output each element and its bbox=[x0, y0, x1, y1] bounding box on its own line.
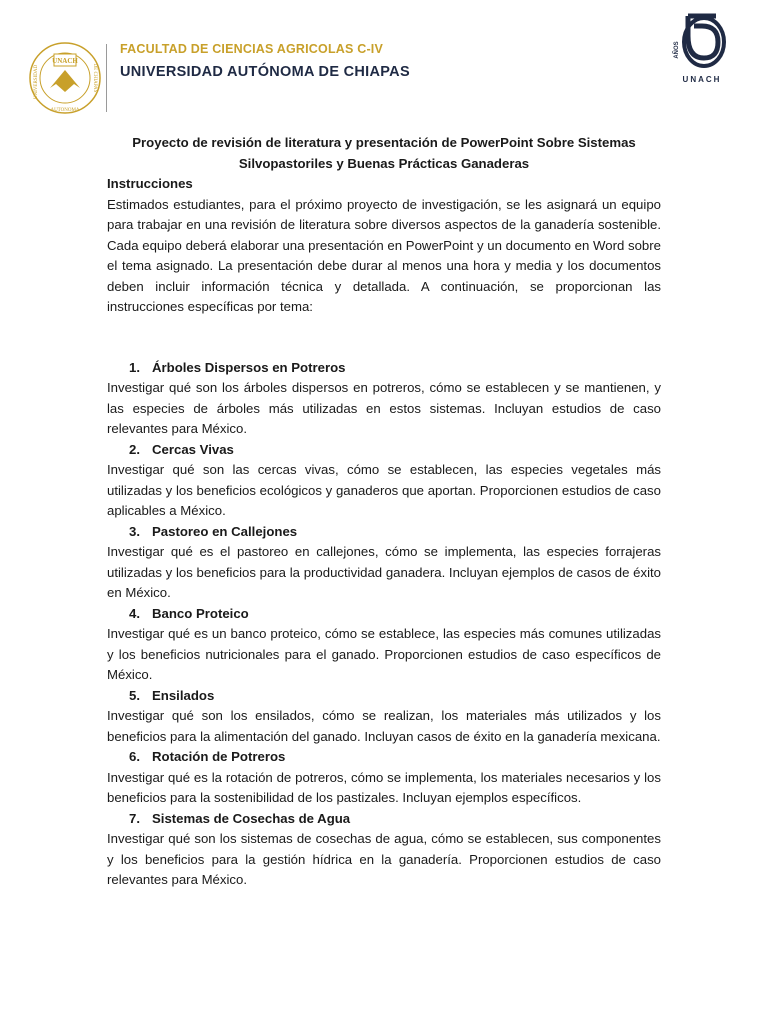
spacer bbox=[107, 318, 661, 358]
topic-item bbox=[107, 522, 661, 604]
topic-heading bbox=[107, 809, 661, 830]
topic-description: Investigar qué son los ensilados, cómo se realizan, los materiales más utilizados y los beneficios para la alimentación del ganado. Incluyan casos de éxito en la ganadería mexicana. bbox=[107, 708, 661, 744]
topic-item bbox=[107, 440, 661, 522]
topic-number: 3. bbox=[129, 523, 140, 539]
topic-number: 7. bbox=[129, 810, 140, 826]
intro-paragraph: Estimados estudiantes, para el próximo proyecto de investigación, se les asignará un equipo para trabajar en una revisión de literatura sobre diversos aspectos de la ganadería sostenible. Cada equipo deberá elaborar una presentación en PowerPoint y un documento en Word sobre el tema asignado. La presentación debe durar al menos una hora y media y los documentos deben incluir información técnica y detallada. A continuación, se proporcionan las instrucciones específicas por tema: bbox=[107, 196, 661, 314]
topic-description: Investigar qué es la rotación de potreros, cómo se implementa, los materiales necesarios y los beneficios para la sostenibilidad de los pastizales. Incluyan ejemplos específicos. bbox=[107, 769, 661, 805]
topic-heading bbox=[107, 522, 661, 543]
faculty-name: FACULTAD DE CIENCIAS AGRICOLAS C-IV bbox=[120, 42, 384, 56]
topic-heading bbox=[107, 747, 661, 768]
topic-number: 2. bbox=[129, 441, 140, 457]
svg-text:DE CHIAPAS: DE CHIAPAS bbox=[92, 63, 97, 93]
topic-heading bbox=[107, 604, 661, 625]
topic-item bbox=[107, 809, 661, 891]
topic-number: 1. bbox=[129, 359, 140, 375]
topic-item bbox=[107, 604, 661, 686]
svg-text:AÑOS: AÑOS bbox=[674, 41, 680, 59]
svg-text:UNACH: UNACH bbox=[52, 57, 78, 65]
topic-number: 6. bbox=[129, 749, 140, 764]
topic-heading bbox=[107, 686, 661, 707]
topic-item bbox=[107, 747, 661, 809]
topic-description: Investigar qué es un banco proteico, cómo se establece, las especies más comunes utilizadas y los beneficios nutricionales para el ganado. Proporcionen estudios de caso específicos de México. bbox=[107, 626, 661, 682]
topic-description: Investigar qué son los sistemas de cosechas de agua, cómo se establecen, sus componentes y los beneficios para la gestión hídrica en la ganadería. Proporcionen estudios de caso relevantes para México. bbox=[107, 831, 661, 887]
topic-title: Cercas Vivas bbox=[152, 441, 234, 457]
topic-title: Rotación de Potreros bbox=[152, 749, 286, 764]
topic-description: Investigar qué son las cercas vivas, cómo se establecen, las especies vegetales más utilizadas y los beneficios ecológicos y ganaderos que aportan. Proporcionen estudios de caso aplicables a México. bbox=[107, 462, 661, 518]
svg-text:AUTONOMA: AUTONOMA bbox=[50, 108, 80, 113]
topic-description: Investigar qué es el pastoreo en callejones, cómo se implementa, las especies forrajeras utilizadas y los beneficios para la productividad ganadera. Incluyan ejemplos de casos de éxito en México. bbox=[107, 544, 661, 600]
topic-description: Investigar qué son los árboles dispersos en potreros, cómo se establecen y se mantienen, y las especies de árboles más utilizadas en estos sistemas. Incluyan estudios de caso relevantes para México. bbox=[107, 380, 661, 436]
instructions-heading: Instrucciones bbox=[107, 176, 193, 191]
university-seal-logo bbox=[28, 40, 102, 116]
topic-title: Árboles Dispersos en Potreros bbox=[152, 359, 346, 375]
topic-heading bbox=[107, 440, 661, 461]
unach-50-years-logo bbox=[668, 10, 730, 86]
topic-heading bbox=[107, 358, 661, 379]
topic-number: 5. bbox=[129, 687, 140, 703]
university-name: UNIVERSIDAD AUTÓNOMA DE CHIAPAS bbox=[120, 64, 410, 80]
topic-item bbox=[107, 358, 661, 440]
topic-title: Ensilados bbox=[152, 687, 215, 703]
topic-title: Sistemas de Cosechas de Agua bbox=[152, 810, 351, 826]
page-header bbox=[0, 0, 768, 120]
topic-number: 4. bbox=[129, 605, 140, 621]
topic-title: Banco Proteico bbox=[152, 605, 249, 621]
header-divider bbox=[106, 44, 107, 112]
topic-item bbox=[107, 686, 661, 748]
svg-text:UNACH: UNACH bbox=[682, 75, 722, 84]
document-body bbox=[107, 132, 661, 891]
svg-text:UNIVERSIDAD: UNIVERSIDAD bbox=[34, 64, 39, 100]
topic-title: Pastoreo en Callejones bbox=[152, 523, 298, 539]
document-title: Proyecto de revisión de literatura y presentación de PowerPoint Sobre Sistemas Silvopastoriles y Buenas Prácticas Ganaderas bbox=[132, 135, 636, 171]
